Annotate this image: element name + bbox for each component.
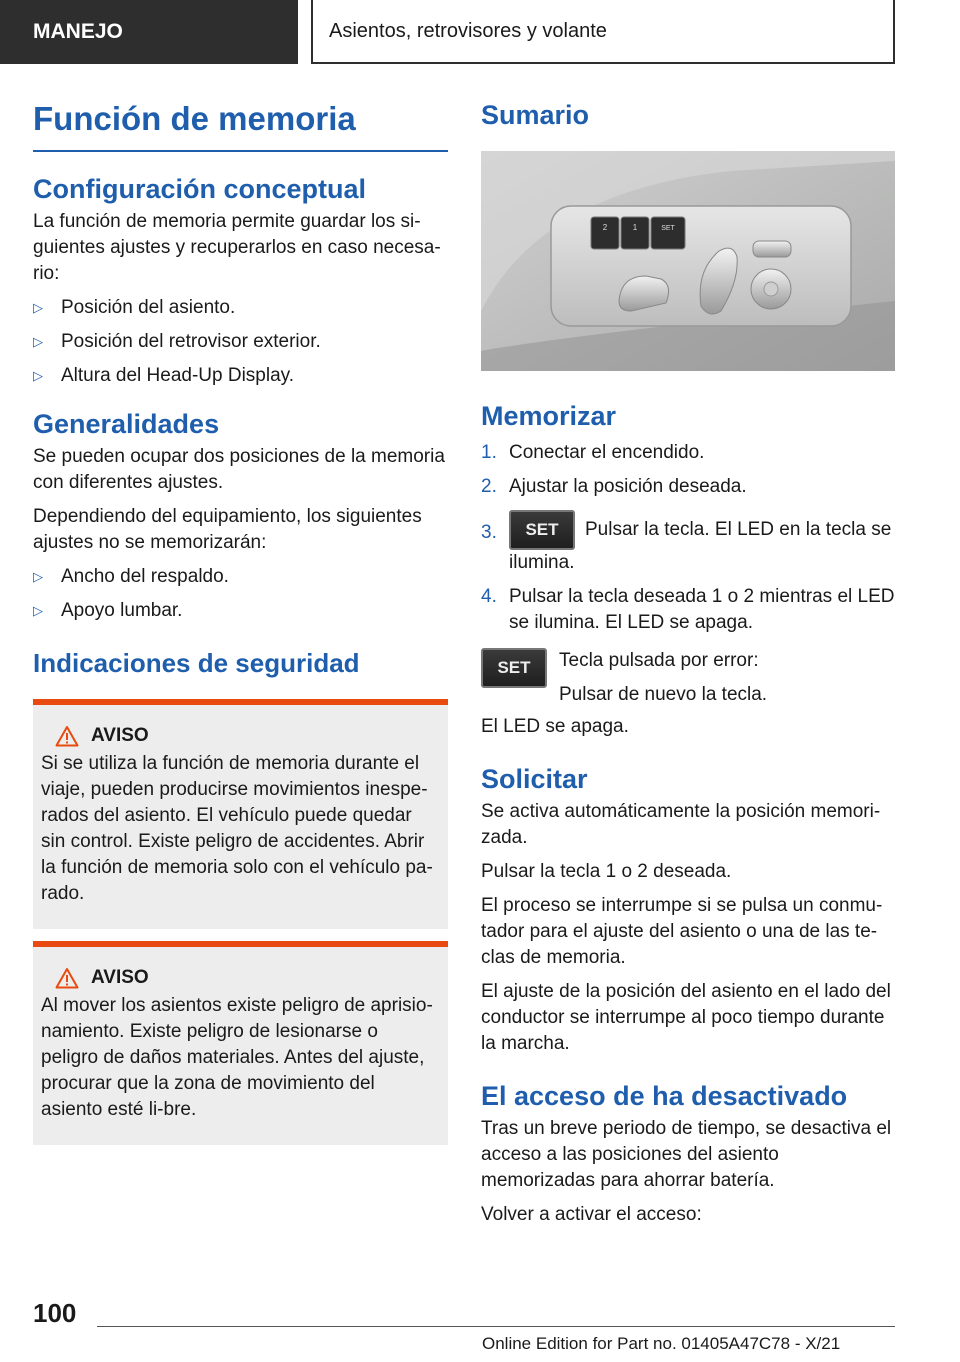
left-column — [33, 100, 448, 1145]
triangle-bullet-icon: ▷ — [33, 569, 43, 584]
list-item — [33, 363, 448, 389]
list-item — [33, 598, 448, 624]
header-chapter-label: Asientos, retrovisores y volante — [329, 19, 607, 42]
step-item — [481, 474, 895, 500]
step-text: Pulsar la tecla deseada 1 o 2 mientras el LED se ilumina. El LED se apaga. — [509, 586, 895, 633]
deactivated-heading: El acceso de ha desactivado — [481, 1081, 848, 1111]
warning-triangle-icon — [55, 967, 79, 989]
warning-text: Al mover los asientos existe peligro de aprisio-namiento. Existe peligro de lesionarse o peligro de daños materiales. Antes del ajuste, procurar que la zona de movimiento del asiento esté li-bre. — [41, 995, 433, 1120]
header-section-label: MANEJO — [33, 20, 123, 43]
step-text: Conectar el encendido. — [509, 442, 705, 463]
header-chapter — [311, 0, 895, 64]
safety-heading: Indicaciones de seguridad — [33, 648, 360, 678]
general-heading: Generalidades — [33, 409, 220, 439]
concept-heading: Configuración conceptual — [33, 174, 367, 204]
error-text-block — [559, 648, 767, 708]
warning-header — [41, 725, 436, 747]
warning-triangle-icon — [55, 725, 79, 747]
set-button-icon: SET — [509, 510, 575, 550]
warning-title: AVISO — [91, 725, 149, 746]
led-off-text: El LED se apaga. — [481, 716, 629, 737]
page-number: 100 — [33, 1298, 77, 1328]
general-text-1: Se pueden ocupar dos posiciones de la memoria con diferentes ajustes. — [33, 446, 445, 493]
list-item — [33, 295, 448, 321]
warning-title: AVISO — [91, 967, 149, 988]
step-number: 3. — [481, 522, 497, 543]
memory-button-1-label: 1 — [632, 223, 638, 232]
seat-controls-photo — [481, 151, 895, 371]
list-item-text: Ancho del respaldo. — [61, 566, 229, 587]
triangle-bullet-icon: ▷ — [33, 603, 43, 618]
step-number: 4. — [481, 586, 497, 607]
request-heading: Solicitar — [481, 764, 588, 794]
error-title: Tecla pulsada por error: — [559, 650, 759, 671]
step-number: 2. — [481, 476, 497, 497]
step-item — [481, 584, 895, 636]
step-item — [481, 440, 895, 466]
header-section — [0, 0, 298, 64]
concept-list — [33, 295, 448, 389]
page-title: Función de memoria — [33, 100, 448, 152]
warning-header — [41, 967, 436, 989]
request-text-3: El proceso se interrumpe si se pulsa un conmu-tador para el ajuste del asiento o una de las te-clas de memoria. — [481, 895, 883, 968]
step-text: Pulsar la tecla. El LED en la tecla se ilumina. — [509, 519, 892, 573]
deactivated-text-1: Tras un breve periodo de tiempo, se desactiva el acceso a las posiciones del asiento memorizadas para ahorrar batería. — [481, 1118, 892, 1191]
error-block — [481, 648, 895, 708]
warning-box — [33, 699, 448, 929]
step-item — [481, 510, 895, 576]
footer-edition: Online Edition for Part no. 01405A47C78 - X/21 — [482, 1334, 841, 1353]
step-number: 1. — [481, 442, 497, 463]
memory-button-set-label: SET — [661, 225, 675, 232]
request-text-1: Se activa automáticamente la posición memori-zada. — [481, 801, 881, 848]
summary-heading: Sumario — [481, 100, 590, 130]
memory-button-2-label: 2 — [602, 223, 608, 232]
memorize-heading: Memorizar — [481, 401, 617, 431]
concept-text: La función de memoria permite guardar los si-guientes ajustes y recuperarlos en caso necesa-rio: — [33, 211, 441, 284]
list-item-text: Altura del Head-Up Display. — [61, 365, 295, 386]
list-item-text: Posición del retrovisor exterior. — [61, 331, 321, 352]
list-item-text: Apoyo lumbar. — [61, 600, 183, 621]
step-text: Ajustar la posición deseada. — [509, 476, 747, 497]
triangle-bullet-icon: ▷ — [33, 368, 43, 383]
memorize-steps — [481, 440, 895, 636]
right-column — [481, 100, 895, 1228]
list-item — [33, 564, 448, 590]
list-item-text: Posición del asiento. — [61, 297, 236, 318]
deactivated-text-2: Volver a activar el acceso: — [481, 1204, 702, 1225]
list-item — [33, 329, 448, 355]
request-text-2: Pulsar la tecla 1 o 2 deseada. — [481, 861, 732, 882]
footer-divider — [97, 1326, 895, 1327]
warning-text: Si se utiliza la función de memoria durante el viaje, pueden producirse movimientos inespe-rados del asiento. El vehículo puede quedar sin control. Existe peligro de accidentes. Abrir la función de memoria solo con el vehículo pa-rado. — [41, 753, 433, 904]
error-text: Pulsar de nuevo la tecla. — [559, 684, 768, 705]
triangle-bullet-icon: ▷ — [33, 334, 43, 349]
set-button-icon: SET — [481, 648, 547, 688]
warning-box — [33, 941, 448, 1145]
general-text-2: Dependiendo del equipamiento, los siguientes ajustes no se memorizarán: — [33, 506, 422, 553]
general-list — [33, 564, 448, 624]
triangle-bullet-icon: ▷ — [33, 300, 43, 315]
request-text-4: El ajuste de la posición del asiento en el lado del conductor se interrumpe al poco tiempo durante la marcha. — [481, 981, 891, 1054]
